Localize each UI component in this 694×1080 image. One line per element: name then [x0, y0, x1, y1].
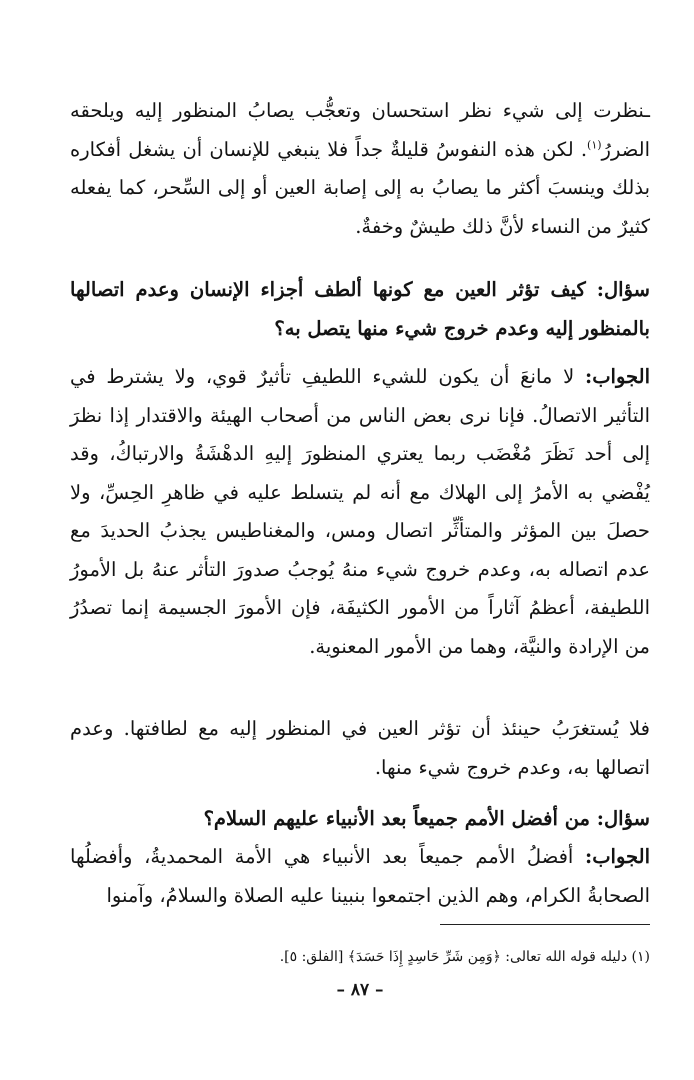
question-1-label: سؤال: — [596, 278, 650, 301]
page-body — [70, 92, 650, 1042]
paragraph-conclusion — [70, 710, 650, 787]
question-2-text: من أفضل الأمم جميعاً بعد الأنبياء عليهم السلام؟ — [203, 807, 590, 830]
question-2 — [70, 799, 650, 838]
answer-2 — [70, 838, 650, 915]
question-1 — [70, 270, 650, 348]
paragraph-intro-text: ـنظرت إلى شيء نظر استحسان وتعجُّب يصابُ المنظور إليه ويلحقه الضررُ — [70, 99, 650, 161]
answer-1-label: الجواب: — [585, 365, 650, 388]
question-2-label: سؤال: — [596, 807, 650, 830]
footnote-reference[interactable]: (١) — [587, 138, 602, 151]
footnote-divider — [440, 924, 650, 925]
paragraph-conclusion-text: فلا يُستغرَبُ حينئذ أن تؤثر العين في المنظور إليه مع لطافتها. وعدم اتصالها به، وعدم خروج شيء منها. — [70, 717, 650, 779]
answer-1 — [70, 358, 650, 666]
footnote: (١) دليله قوله الله تعالى: ﴿وَمِن شَرِّ حَاسِدٍ إِذَا حَسَدَ﴾ [الفلق: ٥]. — [279, 949, 650, 965]
answer-1-text: لا مانعَ أن يكون للشيء اللطيفِ تأثيرٌ قوي، ولا يشترط في التأثير الاتصالُ. فإنا نرى بعض الناس من أصحاب الهيئة والاقتدار إذا نظرَ إلى أحد نَظَرَ مُغْضَب ربما يعتري المنظورَ إليهِ الدهْشَةُ والارتباكُ، وقد يُفْضي به الأمرُ إلى الهلاك مع أنه لم يتسلط عليه في ظاهرِ الحِسِّ، ولا حصلَ بين المؤثر والمتأثِّر اتصال ومس، والمغناطيس يجذبُ الحديدَ مع عدم اتصاله به، وعدم خروج شيء منهُ يُوجبُ صدورَ التأثر عنهُ بل الأمورُ اللطيفة، أعظمُ آثاراً من الأمور الكثيفَة، فإن الأمورَ الجسيمة إنما تصدُرُ من الإرادة والنيَّة، وهما من الأمور المعنوية. — [70, 365, 650, 658]
paragraph-intro — [70, 92, 650, 246]
answer-2-label: الجواب: — [585, 845, 650, 868]
question-1-text: كيف تؤثر العين مع كونها ألطف أجزاء الإنسان وعدم اتصالها بالمنظور إليه وعدم خروج شيء منها يتصل به؟ — [70, 278, 650, 340]
page-number: – ٨٧ – — [336, 980, 384, 1000]
answer-2-text: أفضلُ الأمم جميعاً بعد الأنبياء هي الأمة المحمديةُ، وأفضلُها الصحابةُ الكرام، وهم الذين اجتمعوا بنبينا عليه الصلاة والسلامُ، وآمنوا — [70, 845, 650, 907]
paragraph-intro-rest: . لكن هذه النفوسُ قليلةٌ جداً فلا ينبغي للإنسان أن يشغل أفكاره بذلك وينسبَ أكثر ما يصابُ به إلى إصابة العين أو إلى السِّحر، كما يفعله كثيرٌ من النساء لأنَّ ذلك طيشٌ وخفةٌ. — [70, 137, 650, 238]
